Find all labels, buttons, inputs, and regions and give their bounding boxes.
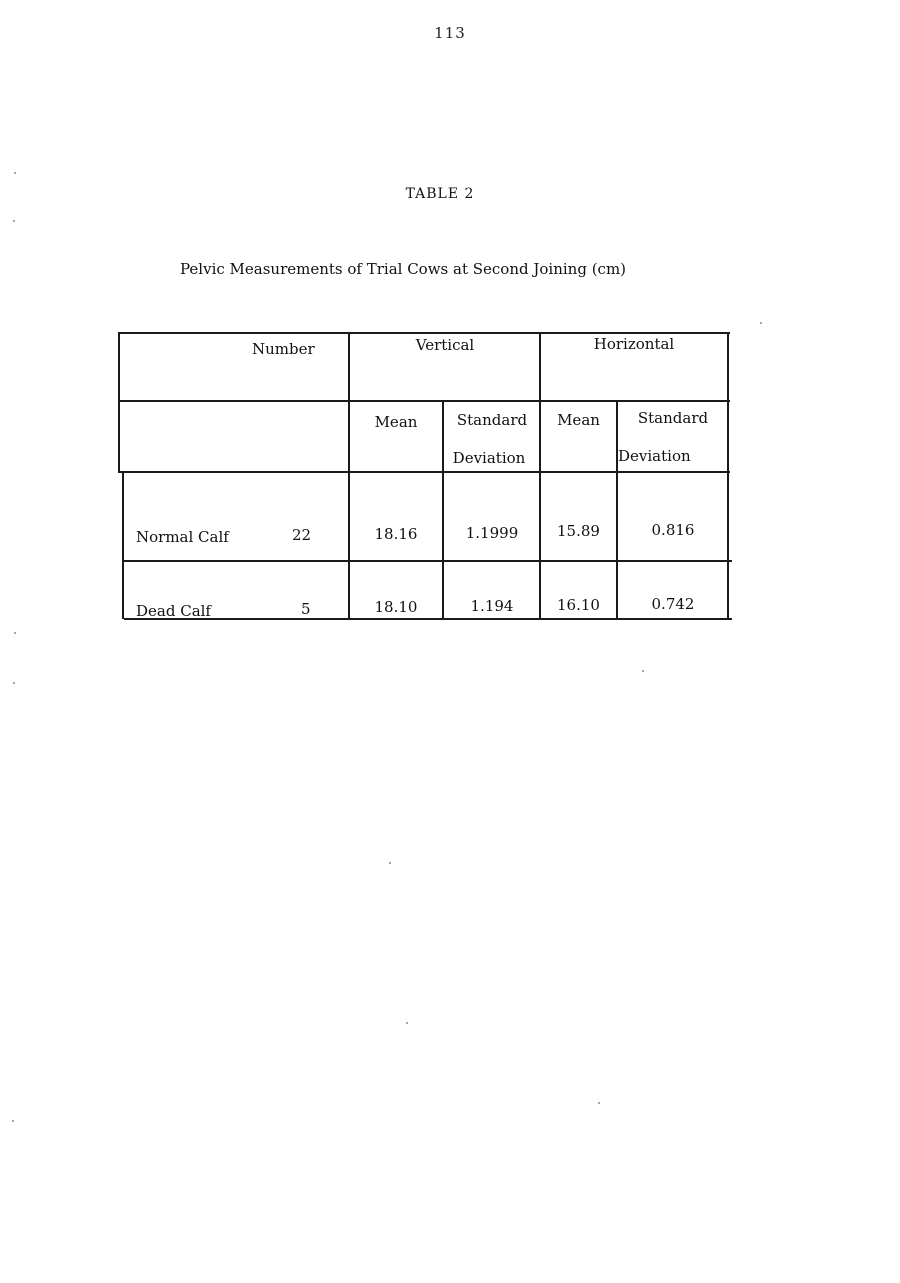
scan-speck <box>760 322 762 324</box>
scan-speck <box>642 670 644 672</box>
scan-speck <box>12 1120 14 1122</box>
header-horizontal-deviation: Deviation <box>618 447 691 465</box>
table-rule-header <box>118 400 730 402</box>
header-vertical-standard: Standard <box>456 411 528 429</box>
table-caption: Pelvic Measurements of Trial Cows at Second Joining (cm) <box>180 260 627 278</box>
scan-speck <box>13 682 15 684</box>
row-vertical-sd-dead-calf: 1.194 <box>470 597 514 615</box>
table-border-left <box>118 332 120 471</box>
page-number: 113 <box>434 24 466 42</box>
header-horizontal-standard: Standard <box>637 409 709 427</box>
scan-speck <box>389 862 391 864</box>
row-horizontal-sd-normal-calf: 0.816 <box>651 521 695 539</box>
row-horizontal-mean-normal-calf: 15.89 <box>557 522 600 540</box>
row-number-dead-calf: 5 <box>301 600 311 618</box>
table-title: TABLE 2 <box>405 186 475 202</box>
row-vertical-mean-dead-calf: 18.10 <box>374 598 418 616</box>
header-number: Number <box>252 340 315 358</box>
row-horizontal-sd-dead-calf: 0.742 <box>651 595 695 613</box>
row-horizontal-mean-dead-calf: 16.10 <box>557 596 600 614</box>
table-divider-number <box>348 332 350 619</box>
table-border-left-lower <box>122 471 124 619</box>
table-rule-row1 <box>122 560 732 562</box>
header-vertical-deviation: Deviation <box>452 449 526 467</box>
table-border-top <box>118 332 730 334</box>
row-vertical-mean-normal-calf: 18.16 <box>374 525 418 543</box>
table-divider-horizontal-sd <box>616 402 618 619</box>
scan-speck <box>598 1102 600 1104</box>
table-border-bottom <box>124 618 732 620</box>
pelvic-measurements-table <box>118 332 730 620</box>
table-border-right <box>727 332 729 619</box>
header-horizontal-mean: Mean <box>557 411 600 429</box>
scan-speck <box>13 220 15 222</box>
table-divider-horizontal <box>539 332 541 619</box>
row-number-normal-calf: 22 <box>292 526 312 544</box>
scan-speck <box>14 172 16 174</box>
scan-speck <box>14 632 16 634</box>
header-horizontal: Horizontal <box>593 335 675 353</box>
table-rule-subheader <box>118 471 730 473</box>
scan-speck <box>406 1022 408 1024</box>
table-divider-vertical-sd <box>442 402 444 619</box>
header-vertical: Vertical <box>415 336 475 354</box>
header-vertical-mean: Mean <box>374 413 418 431</box>
row-vertical-sd-normal-calf: 1.1999 <box>465 524 519 542</box>
row-label-dead-calf: Dead Calf <box>136 602 211 620</box>
row-label-normal-calf: Normal Calf <box>136 528 229 546</box>
